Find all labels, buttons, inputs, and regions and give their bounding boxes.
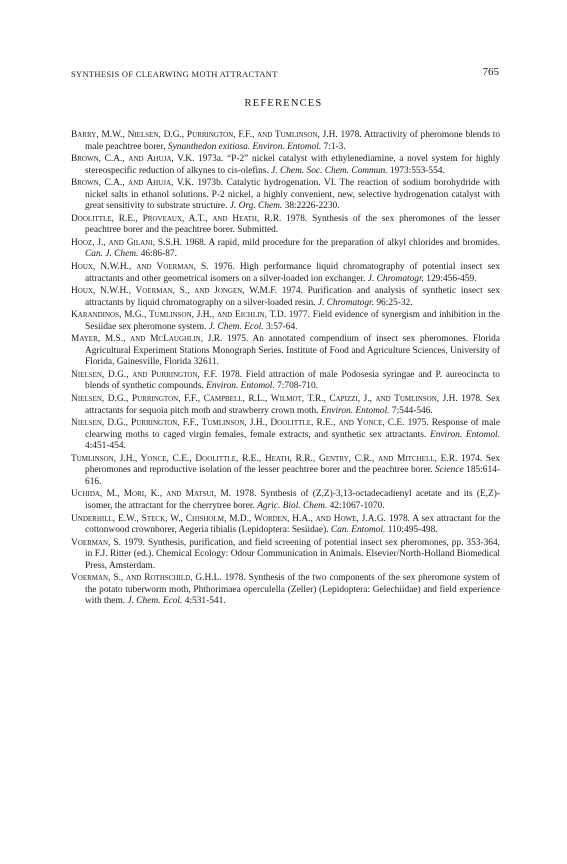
reference-authors: Brown, C.A., and Ahuja, V.K. [71, 154, 195, 165]
reference-entry [71, 154, 500, 177]
reference-authors: Karandinos, M.G., Tumlinson, J.H., and Eichlin, T.D. [71, 310, 286, 321]
reference-journal: J. Chromatogr. [317, 297, 374, 308]
reference-text: 1975. Response of male clearwing moths to caged virgin females, female extracts, and synthetic sex attractants. [85, 418, 500, 440]
reference-text: 1978. Synthesis of the sex pheromones of the lesser peachtree borer and the peachtree borer. Submitted. [85, 213, 500, 236]
reference-text: 1978. A sex attractant for the cottonwood crownborer, Aegeria tibialis (Lepidoptera: Sesiidae). [85, 513, 500, 536]
reference-entry [71, 538, 500, 573]
reference-authors: Nielsen, D.G., Purrington, F.F., Tumlinson, J.H., Doolittle, R.E., and Yonce, C.E. [71, 418, 405, 429]
reference-journal: Environ. Entomol. [429, 429, 501, 440]
reference-text: 1973a. “P-2” nickel catalyst with ethylenediamine, a novel system for highly stereospecific reduction of alkynes to cis-olefins. [85, 154, 500, 176]
reference-entry [71, 370, 500, 393]
reference-volume-pages: 1973:553-554. [387, 165, 445, 176]
reference-volume-pages: 4:531-541. [182, 596, 226, 607]
reference-volume-pages: 7:544-546. [389, 405, 433, 416]
reference-text: 1974. Purification and analysis of synthetic insect sex attractants by liquid chromatography on a silver-loaded resin. [85, 286, 500, 308]
reference-authors: Mayer, M.S., and McLaughlin, J.R. [71, 334, 223, 345]
reference-entry [71, 394, 500, 417]
reference-journal: Environ. Entomol. [206, 381, 275, 392]
reference-journal: J. Chromatogr. [367, 273, 424, 284]
reference-volume-pages: 96:25-32. [374, 297, 413, 308]
reference-entry [71, 214, 500, 237]
running-head: SYNTHESIS OF CLEARWING MOTH ATTRACTANT [71, 69, 278, 79]
reference-authors: Houx, N.W.H., and Voerman, S. [71, 262, 209, 273]
reference-authors: Nielsen, D.G., Purrington, F.F., Campbell, R.L., Wilmot, T.R., Capizzi, J., and Tumlinson, J.H. [71, 394, 458, 405]
reference-authors: Underhill, E.W., Steck, W., Chisholm, M.D., Worden, H.A., and Howe, J.A.G. [71, 513, 386, 524]
reference-volume-pages: 129:456-459. [423, 273, 477, 284]
reference-journal: Synanthedon exitiosa. Environ. Entomol. [167, 141, 322, 152]
reference-text: 1978. Synthesis of the two components of the sex pheromone system of the potato tuberworm moth, Phthorimaea operculella (Zeller) (Lepidoptera: Gelechiidae) and field experience with them. [85, 573, 501, 607]
reference-authors: Brown, C.A., and Ahuja, V.K. [71, 178, 194, 189]
reference-text: 1978. Sex attractants for sequoia pitch moth and strawberry crown moth. [85, 394, 501, 416]
reference-entry [71, 514, 500, 537]
reference-text: 1974. Sex pheromones and reproductive isolation of the lesser peachtree borer and the peachtree borer. [85, 453, 500, 476]
page-number: 765 [482, 66, 499, 78]
reference-volume-pages: 110:495-498. [385, 525, 438, 536]
reference-journal: Can. Entomol. [330, 525, 386, 536]
reference-text: 1978. Field attraction of male Podosesia syringae and P. aureocincta to blends of synthetic compounds. [85, 369, 500, 392]
reference-journal: Science [435, 465, 464, 476]
reference-entry [71, 238, 500, 261]
reference-text: 1968. A rapid, mild procedure for the preparation of alkyl chlorides and bromides. [182, 237, 500, 248]
reference-authors: Doolittle, R.E., Proveaux, A.T., and Heath, R.R. [71, 213, 282, 224]
reference-text: 1975. An annotated compendium of insect sex pheromones. Florida Agricultural Experiment Stations Monograph Series. Institute of Food and Agriculture Sciences, University of Florida, Gainesville, Florida 32611. [85, 334, 500, 368]
reference-authors: Voerman, S. [71, 537, 121, 548]
reference-entry [71, 178, 500, 213]
reference-volume-pages: 7:1-3. [321, 141, 346, 152]
reference-volume-pages: 185:614-616. [85, 465, 500, 487]
reference-volume-pages: 46:86-87. [138, 249, 177, 260]
reference-authors: Barry, M.W., Nielsen, D.G., Purrington, F.F., and Tumlinson, J.H. [71, 130, 338, 140]
reference-volume-pages: 7:708-710. [274, 381, 318, 392]
reference-journal: J. Org. Chem. [229, 201, 283, 212]
reference-text: 1979. Synthesis, purification, and field screening of potential insect sex pheromones, pp. 353-364, in F.J. Ritter (ed.). Chemical Ecology: Odour Communication in Animals. Elsevier/North-Holland Biomedical Press, Amsterdam. [85, 537, 500, 571]
reference-entry [71, 310, 500, 333]
reference-journal: Agric. Biol. Chem. [257, 500, 328, 511]
reference-journal: J. Chem. Soc. Chem. Commun. [271, 165, 388, 176]
reference-journal: J. Chem. Ecol. [208, 321, 264, 332]
reference-entry [71, 130, 500, 153]
reference-entry [71, 334, 500, 369]
reference-text: 1978. Synthesis of (Z,Z)-3,13-octadecadienyl acetate and its (E,Z)-isomer, the attractant for the cherrytree borer. [85, 489, 500, 511]
reference-authors: Voerman, S., and Rothschild, G.H.L. [71, 573, 222, 584]
reference-entry [71, 286, 500, 309]
reference-entry [71, 262, 500, 285]
reference-journal: Can. J. Chem. [85, 249, 139, 260]
reference-authors: Hooz, J., and Gilani, S.S.H. [71, 237, 183, 248]
reference-authors: Tumlinson, J.H., Yonce, C.E., Doolittle, R.E., Heath, R.R., Gentry, C.R., and Mitchell, E.R. [71, 453, 458, 464]
reference-list [71, 130, 500, 609]
reference-authors: Uchida, M., Mori, K., and Matsui, M. [71, 489, 232, 500]
reference-text: 1978. Attractivity of pheromone blends to male peachtree borer, [85, 130, 501, 152]
reference-volume-pages: 4:451-454. [85, 441, 126, 452]
section-title: REFERENCES [244, 98, 323, 109]
reference-journal: J. Chem. Ecol. [127, 596, 183, 607]
reference-entry [71, 573, 500, 608]
reference-text: 1977. Field evidence of synergism and inhibition in the Sesiidae sex pheromone system. [85, 310, 500, 332]
reference-volume-pages: 3:57-64. [263, 321, 298, 332]
reference-authors: Nielsen, D.G., and Purrington, F.F. [71, 369, 218, 380]
reference-entry [71, 418, 500, 453]
reference-text: 1973b. Catalytic hydrogenation. VI. The reaction of sodium borohydride with nickel salts in ethanol solutions. P-2 nickel, a highly convenient, new, selective hydrogenation catalyst with great sensitivity to substrate structure. [85, 178, 500, 212]
reference-volume-pages: 38:2226-2230. [282, 201, 340, 212]
reference-text: 1976. High performance liquid chromatography of potential insect sex attractants and other geometrical isomers on a silver-loaded ion exchanger. [85, 262, 501, 284]
reference-authors: Houx, N.W.H., Voerman, S., and Jongen, W.M.F. [71, 286, 278, 297]
reference-volume-pages: 42:1067-1070. [327, 500, 385, 511]
reference-journal: Environ. Entomol. [320, 405, 390, 416]
reference-entry [71, 454, 500, 489]
reference-entry [71, 489, 500, 512]
